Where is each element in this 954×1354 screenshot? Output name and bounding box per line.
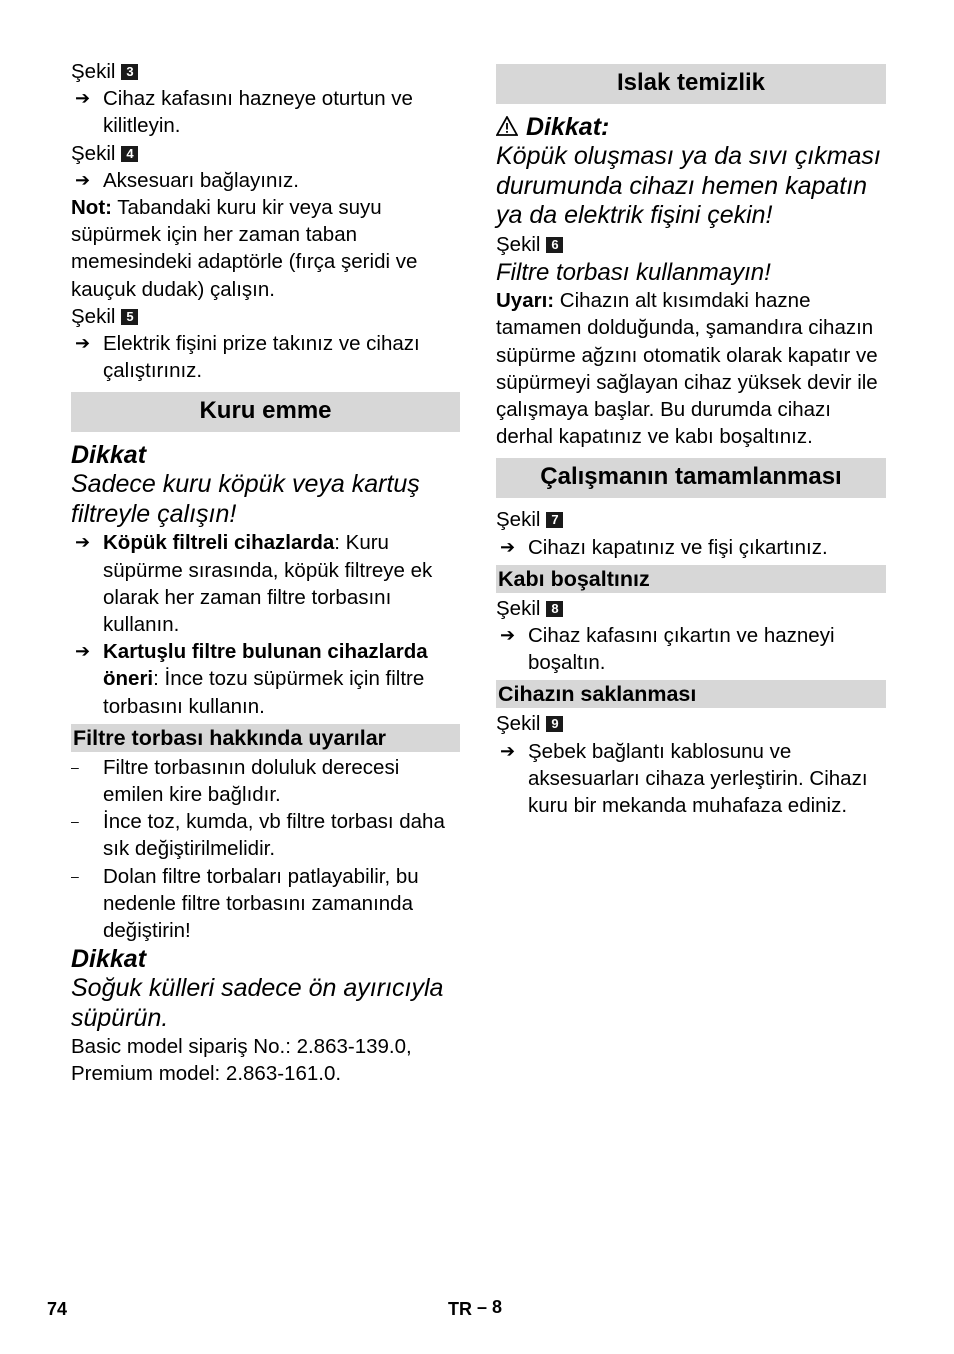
section-heading-store: Cihazın saklanması <box>496 680 886 708</box>
arrow-icon: ➔ <box>500 625 516 646</box>
section-heading-finish: Çalışmanın tamamlanması <box>496 458 886 498</box>
section-heading-wet: Islak temizlik <box>496 64 886 104</box>
instruction-step: ➔ Şebek bağlantı kablosunu ve aksesuarları cihaza yerleştirin. Cihazı kuru bir mekanda muhafaza ediniz. <box>500 739 868 818</box>
page-number: 74 <box>47 1299 68 1319</box>
figure-ref: Şekil 9 <box>496 710 886 737</box>
figure-ref: Şekil 4 <box>71 140 460 167</box>
arrow-icon: ➔ <box>500 536 516 557</box>
warning-icon <box>496 116 518 136</box>
order-number: Premium model: 2.863-161.0. <box>71 1062 342 1086</box>
instruction-step: ➔ Elektrik fişini prize takınız ve cihazı çalıştırınız. <box>75 332 420 383</box>
instruction-step: ➔ Köpük filtreli cihazlarda: Kuru süpürme sırasında, köpük filtreye ek olarak her zaman filtre torbasını kullanın. <box>75 531 433 637</box>
section-heading-dry: Kuru emme <box>71 392 460 432</box>
instruction-step: ➔ Cihaz kafasını çıkartın ve hazneyi boşaltın. <box>500 624 835 675</box>
note: Not: Tabandaki kuru kir veya suyu süpürmek için her zaman taban memesindeki adaptörle (fırça şeridi ve kauçuk dudak) çalışın. <box>71 196 418 301</box>
list-item: – Filtre torbasının doluluk derecesi emilen kire bağlıdır. <box>71 755 400 807</box>
figure-ref: Şekil 5 <box>71 303 460 330</box>
figure-number: 7 <box>546 512 563 528</box>
section-heading-empty: Kabı boşaltınız <box>496 565 886 593</box>
caution-text: Soğuk külleri sadece ön ayırıcıyla süpürün. <box>71 974 444 1032</box>
figure-number: 5 <box>121 309 138 325</box>
instruction-step: ➔ Kartuşlu filtre bulunan cihazlarda öneri: İnce tozu süpürmek için filtre torbasını kullanın. <box>75 640 428 718</box>
caution-title: Dikkat <box>71 441 147 470</box>
figure-number: 3 <box>121 64 138 80</box>
arrow-icon: ➔ <box>75 333 91 354</box>
caution-text: Sadece kuru köpük veya kartuş filtreyle çalışın! <box>71 470 420 528</box>
list-item: – İnce toz, kumda, vb filtre torbası daha sık değiştirilmelidir. <box>71 810 445 861</box>
section-heading-bag: Filtre torbası hakkında uyarılar <box>71 724 460 752</box>
arrow-icon: ➔ <box>75 532 91 553</box>
arrow-icon: ➔ <box>75 169 91 190</box>
instruction-step: ➔ Cihaz kafasını hazneye oturtun ve kilitleyin. <box>75 87 413 138</box>
arrow-icon: ➔ <box>75 641 91 662</box>
right-column <box>496 64 886 819</box>
figure-ref: Şekil 7 <box>496 506 886 533</box>
list-item: – Dolan filtre torbaları patlayabilir, bu nedenle filtre torbasını zamanında değiştirin! <box>71 864 419 943</box>
figure-number: 4 <box>121 146 138 162</box>
language-page-label: TR – 8 <box>448 1297 503 1319</box>
warning-text: Köpük oluşması ya da sıvı çıkması durumunda cihazı hemen kapatın ya da elektrik fişini çekin! <box>496 142 881 229</box>
figure-ref: Şekil 8 <box>496 595 886 622</box>
arrow-icon: ➔ <box>75 88 91 109</box>
figure-ref: Şekil 6 <box>496 231 886 258</box>
alert: Uyarı: Cihazın alt kısımdaki hazne tamamen dolduğunda, şamandıra cihazın süpürme ağzını otomatik olarak kapatır ve süpürmeyi sağlayan cihaz yüksek devir ile çalışmaya başlar. Bu durumda cihazı derhal kapatınız ve kabı boşaltınız. <box>496 289 878 449</box>
caution-title: Dikkat <box>71 945 147 974</box>
instruction-step: ➔ Cihazı kapatınız ve fişi çıkartınız. <box>496 534 886 561</box>
figure-number: 9 <box>546 716 563 732</box>
arrow-icon: ➔ <box>500 740 516 761</box>
order-number: Basic model sipariş No.: 2.863-139.0, <box>71 1035 412 1059</box>
warning-title: Dikkat: <box>496 112 886 142</box>
no-bag-text: Filtre torbası kullanmayın! <box>496 258 771 286</box>
left-column <box>71 58 460 1088</box>
figure-number: 6 <box>546 237 563 253</box>
instruction-step: ➔ Aksesuarı bağlayınız. <box>71 167 460 194</box>
figure-ref: Şekil 3 <box>71 58 460 85</box>
figure-number: 8 <box>546 601 563 617</box>
